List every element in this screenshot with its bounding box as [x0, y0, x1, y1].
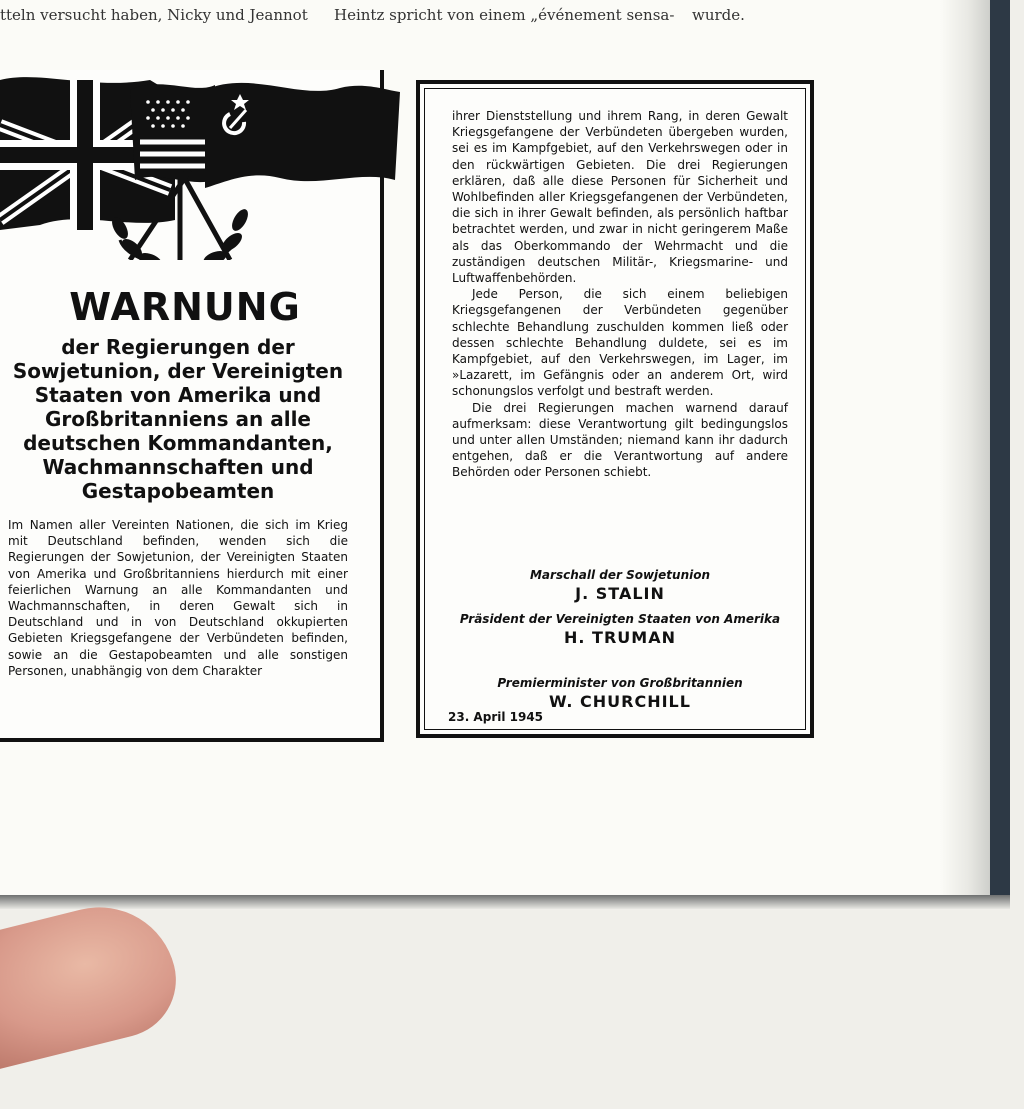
warning-continuation-text	[452, 108, 788, 481]
warning-body-text: Im Namen aller Vereinten Nationen, die sich im Krieg mit Deutschland befinden, wenden sich die Regierungen der Sowjetunion, der Vereinigten Staaten von Amerika und Großbritanniens hierdurch mit einer feierlichen Warnung an alle Kommandanten und Wachmannschaften, in deren Gewalt sich in Deutschland und in von Deutschland okkupierten Gebieten Kriegsgefangene der Verbündeten befinden, sowie an die Gestapobeamten und alle sonstigen Personen, unabhängig von dem Charakter	[8, 518, 348, 678]
signature-title: Premierminister von Großbritannien	[497, 676, 743, 690]
signature-stalin	[452, 568, 788, 605]
allied-flags-emblem-icon	[0, 70, 400, 260]
document-date: 23. April 1945	[448, 710, 544, 724]
warning-title: WARNUNG	[69, 285, 301, 329]
signature-truman	[452, 612, 788, 649]
finger-holding-page	[0, 891, 188, 1074]
page-shadow	[0, 895, 1010, 909]
paragraph-unconditional: Die drei Regierungen machen warnend darauf aufmerksam: diese Verantwortung gilt bedingungslos und unter allen Umständen; niemand kann ihr dadurch entgehen, daß er die Verantwortung auf andere Behörden oder Personen schiebt.	[452, 400, 788, 480]
signature-title: Präsident der Vereinigten Staaten von Amerika	[459, 612, 781, 626]
warning-right-panel	[416, 80, 814, 738]
signature-title: Marschall der Sowjetunion	[529, 568, 711, 582]
signature-name: J. STALIN	[575, 584, 665, 603]
paragraph-responsibility: ihrer Dienststellung und ihrem Rang, in deren Gewalt Kriegsgefangene der Verbündeten übergeben wurden, sei es im Kampfgebiet, auf den Verkehrswegen oder in den rückwärtigen Gebieten. Die drei Regierungen erklären, daß alle diese Personen für Sicherheit und Wohlbefinden aller Kriegsgefangenen der Verbündeten, die sich in ihrer Gewalt befinden, als persönlich haftbar betrachtet werden, und zwar in nicht geringerem Maße als das Oberkommando der Wehrmacht und die zuständigen deutschen Militär-, Kriegsmarine- und Luftwaffenbehörden.	[452, 109, 788, 286]
top-text-column-3: wurde.	[692, 6, 745, 24]
signature-name: W. CHURCHILL	[549, 692, 691, 711]
top-text-column-1: tteln versucht haben, Nicky und Jeannot	[0, 6, 308, 24]
warning-subtitle: der Regierungen der Sowjetunion, der Vereinigten Staaten von Amerika und Großbritanniens an alle deutschen Kommandanten, Wachmannschaften und Gestapobeamten	[12, 335, 344, 503]
signature-name: H. TRUMAN	[564, 628, 676, 647]
book-edge	[990, 0, 1010, 900]
warning-left-panel	[0, 70, 384, 742]
paragraph-prosecution: Jede Person, die sich einem beliebigen Kriegsgefangenen der Verbündeten gegenüber schlechte Behandlung zuschulden kommen ließ oder dessen schlechte Behandlung duldete, sei es im Kampfgebiet, auf den Verkehrswegen, im Lager, im »Lazarett, im Gefängnis oder an anderem Ort, wird schonungslos verfolgt und bestraft werden.	[452, 287, 788, 399]
top-text-column-2: Heintz spricht von einem „événement sensa-	[334, 6, 675, 24]
signature-churchill	[452, 676, 788, 713]
